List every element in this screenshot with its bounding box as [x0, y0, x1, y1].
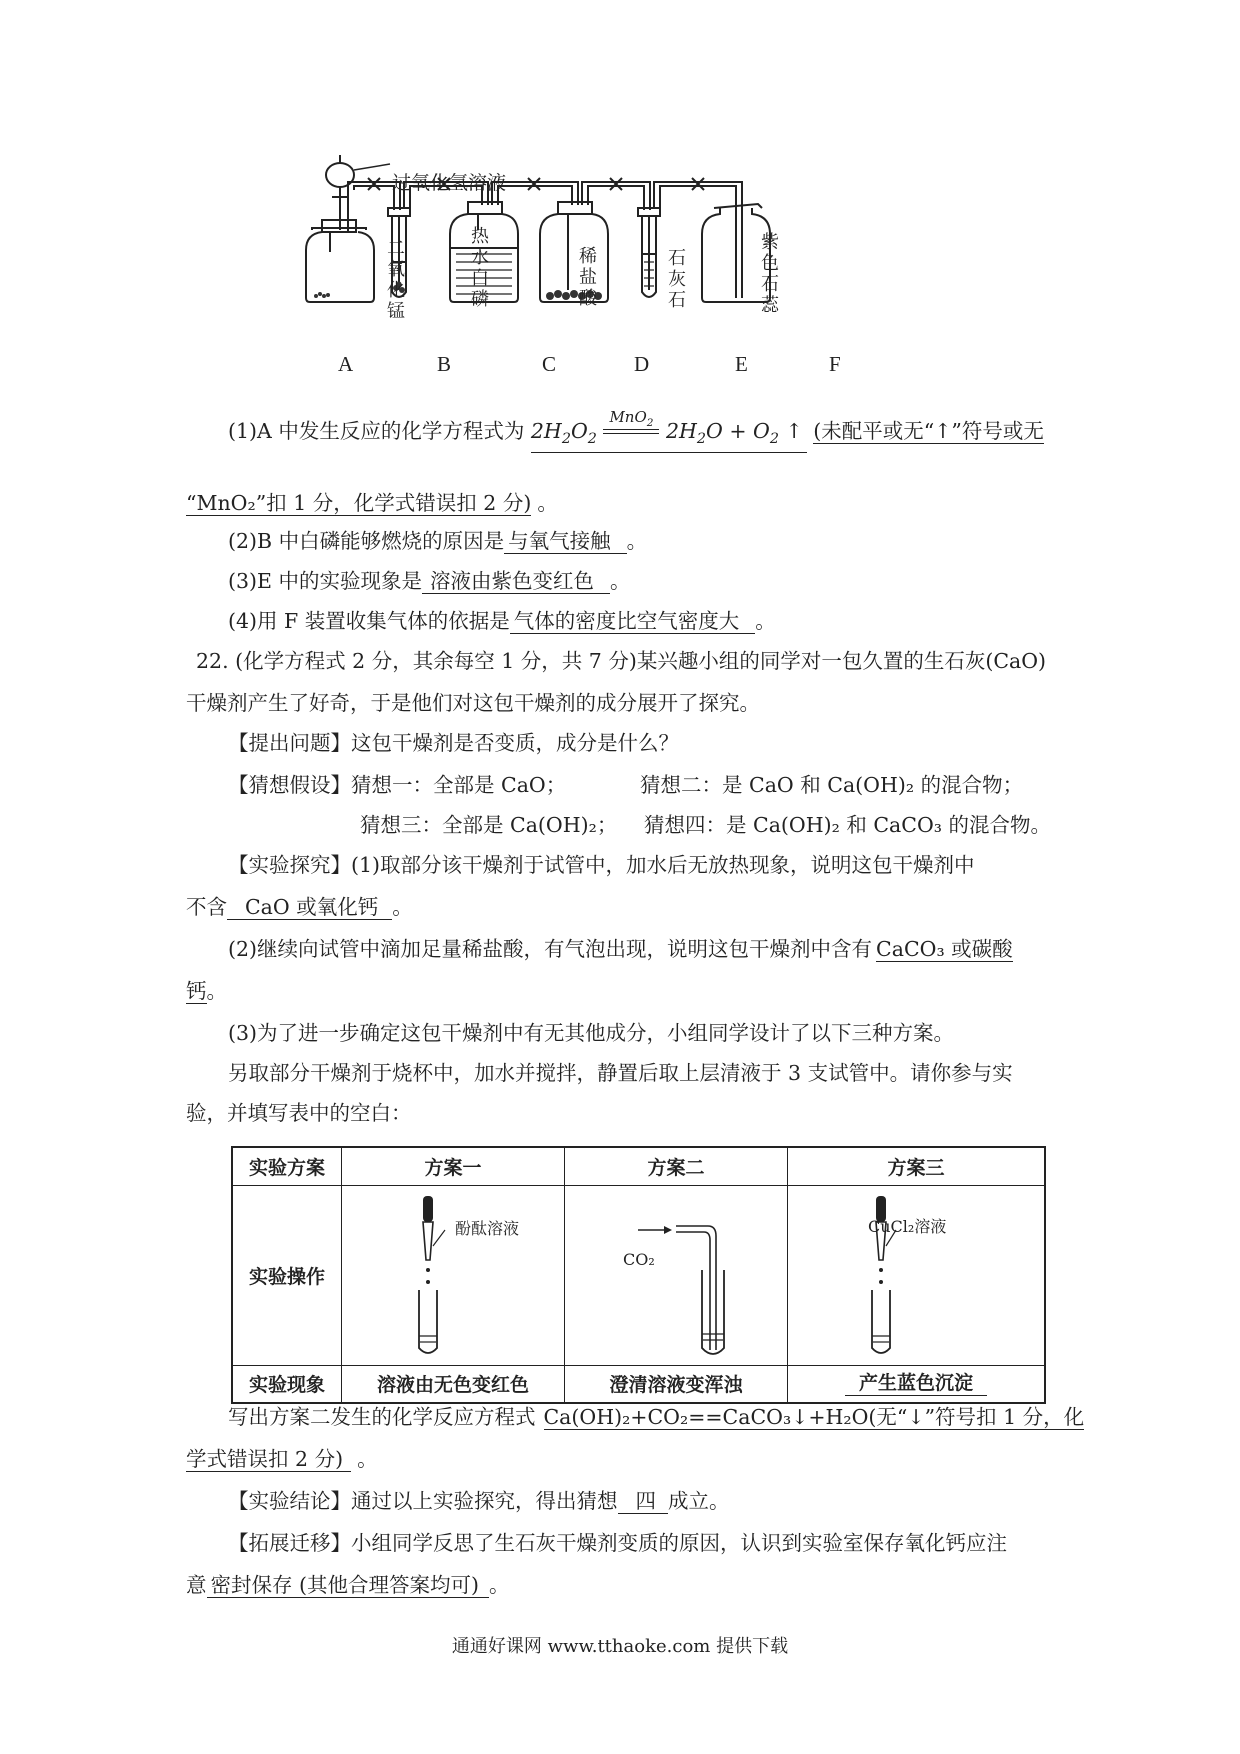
q21-part2: (2)B 中白磷能够燃烧的原因是 与氧气接触 。 — [228, 529, 648, 553]
operation-plan2 — [565, 1185, 788, 1365]
table-phenomenon-row — [232, 1365, 1045, 1403]
phenomenon-plan3: 产生蓝色沉淀 — [788, 1365, 1046, 1403]
table-header-scheme: 实验方案 — [232, 1147, 342, 1185]
page-footer: 通通好课网 www.tthaoke.com 提供下载 — [451, 1636, 789, 1657]
q22-extension-line2: 意 密封保存 (其他合理答案均可) 。 — [186, 1573, 510, 1597]
letter-E: E — [735, 352, 748, 376]
letter-F: F — [829, 352, 841, 376]
phenomenon-plan2: 澄清溶液变浑浊 — [565, 1365, 788, 1403]
q22-extension-line1: 【拓展迁移】小组同学反思了生石灰干燥剂变质的原因，认识到实验室保存氧化钙应注 — [228, 1531, 1007, 1555]
table-header-plan2: 方案二 — [565, 1147, 788, 1185]
label-C-reagent: 稀盐酸 — [579, 246, 597, 309]
table-row-label-operation: 实验操作 — [232, 1185, 342, 1365]
q22-exp1-line1: 【实验探究】(1)取部分该干燥剂于试管中，加水后无放热现象，说明这包干燥剂中 — [228, 853, 975, 877]
q22-hypothesis-2: 猜想二：是 CaO 和 Ca(OH)₂ 的混合物； — [640, 773, 1024, 797]
experiment-table — [231, 1146, 1046, 1404]
q22-exp3-line2: 另取部分干燥剂于烧杯中，加水并搅拌，静置后取上层清液于 3 支试管中。请你参与实 — [228, 1061, 1013, 1085]
letter-D: D — [634, 352, 650, 376]
reagent-co2: CO₂ — [623, 1249, 655, 1269]
table-row-label-phenomenon: 实验现象 — [232, 1365, 342, 1403]
q21-part1-line2: “MnO₂”扣 1 分，化学式错误扣 2 分) 。 — [186, 491, 558, 515]
label-hydrogen-peroxide: 过氧化氢溶液 — [392, 172, 507, 194]
q22-exp2-line1: (2)继续向试管中滴加足量稀盐酸，有气泡出现，说明这包干燥剂中含有 CaCO₃ 或碳酸 — [228, 937, 1013, 961]
phenomenon-plan1: 溶液由无色变红色 — [342, 1365, 565, 1403]
label-D-reagent: 石灰石 — [668, 248, 686, 311]
letter-A: A — [338, 352, 354, 376]
dropper-test-tube-diagram-1 — [353, 1190, 553, 1360]
label-E-reagent: 紫色石蕊 — [761, 232, 779, 316]
q22-exp3-line3: 验，并填写表中的空白： — [186, 1101, 412, 1125]
q22-equation-line1: 写出方案二发生的化学反应方程式 Ca(OH)₂+CO₂==CaCO₃↓+H₂O(无“↓”符号扣 1 分，化 — [228, 1405, 1085, 1429]
q22-exp1-line2: 不含 CaO 或氧化钙 。 — [186, 895, 413, 919]
q22-intro-1: 22. (化学方程式 2 分，其余每空 1 分，共 7 分)某兴趣小组的同学对一包久置的生石灰(CaO) — [196, 649, 1047, 673]
operation-plan1 — [342, 1185, 565, 1365]
letter-B: B — [437, 352, 452, 376]
reagent-phenolphthalein: 酚酞溶液 — [455, 1218, 520, 1238]
q22-conclusion: 【实验结论】通过以上实验探究，得出猜想 四 成立。 — [228, 1489, 730, 1513]
reagent-cucl2: CuCl₂溶液 — [868, 1216, 947, 1236]
q21-part3: (3)E 中的实验现象是 溶液由紫色变红色 。 — [228, 569, 631, 593]
table-header-row — [232, 1147, 1045, 1185]
q22-hypothesis-3: 猜想三：全部是 Ca(OH)₂； — [360, 813, 618, 837]
label-A-reagent: 二氧化锰 — [387, 238, 405, 322]
table-header-plan3: 方案三 — [788, 1147, 1046, 1185]
letter-C: C — [542, 352, 557, 376]
label-B-reagent: 热水白磷 — [471, 226, 489, 310]
q21-equation: $2H_2O_2$ MnO$_2$ $2H_2O + O_2$ ↑ — [531, 418, 807, 453]
q22-question: 【提出问题】这包干燥剂是否变质，成分是什么？ — [228, 731, 679, 755]
q22-hypothesis-row1: 【猜想假设】猜想一：全部是 CaO； — [228, 773, 567, 797]
q22-hypothesis-4: 猜想四：是 Ca(OH)₂ 和 CaCO₃ 的混合物。 — [644, 813, 1051, 837]
q22-intro-2: 干燥剂产生了好奇，于是他们对这包干燥剂的成分展开了探究。 — [186, 691, 760, 715]
q21-part4: (4)用 F 装置收集气体的依据是 气体的密度比空气密度大 。 — [228, 609, 776, 633]
q22-exp2-line2: 钙。 — [186, 979, 227, 1003]
table-operation-row — [232, 1185, 1045, 1365]
q22-exp3-line1: (3)为了进一步确定这包干燥剂中有无其他成分，小组同学设计了以下三种方案。 — [228, 1021, 955, 1045]
table-header-plan1: 方案一 — [342, 1147, 565, 1185]
q21-part1-line1: (1)A 中发生反应的化学方程式为 $2H_2O_2$ MnO$_2$ $2H_2O + O_2$ ↑ (未配平或无“↑”符号或无 — [228, 418, 1044, 453]
q22-equation-line2: 学式错误扣 2 分) 。 — [186, 1447, 378, 1471]
operation-plan3 — [788, 1185, 1046, 1365]
co2-test-tube-diagram — [576, 1190, 776, 1360]
